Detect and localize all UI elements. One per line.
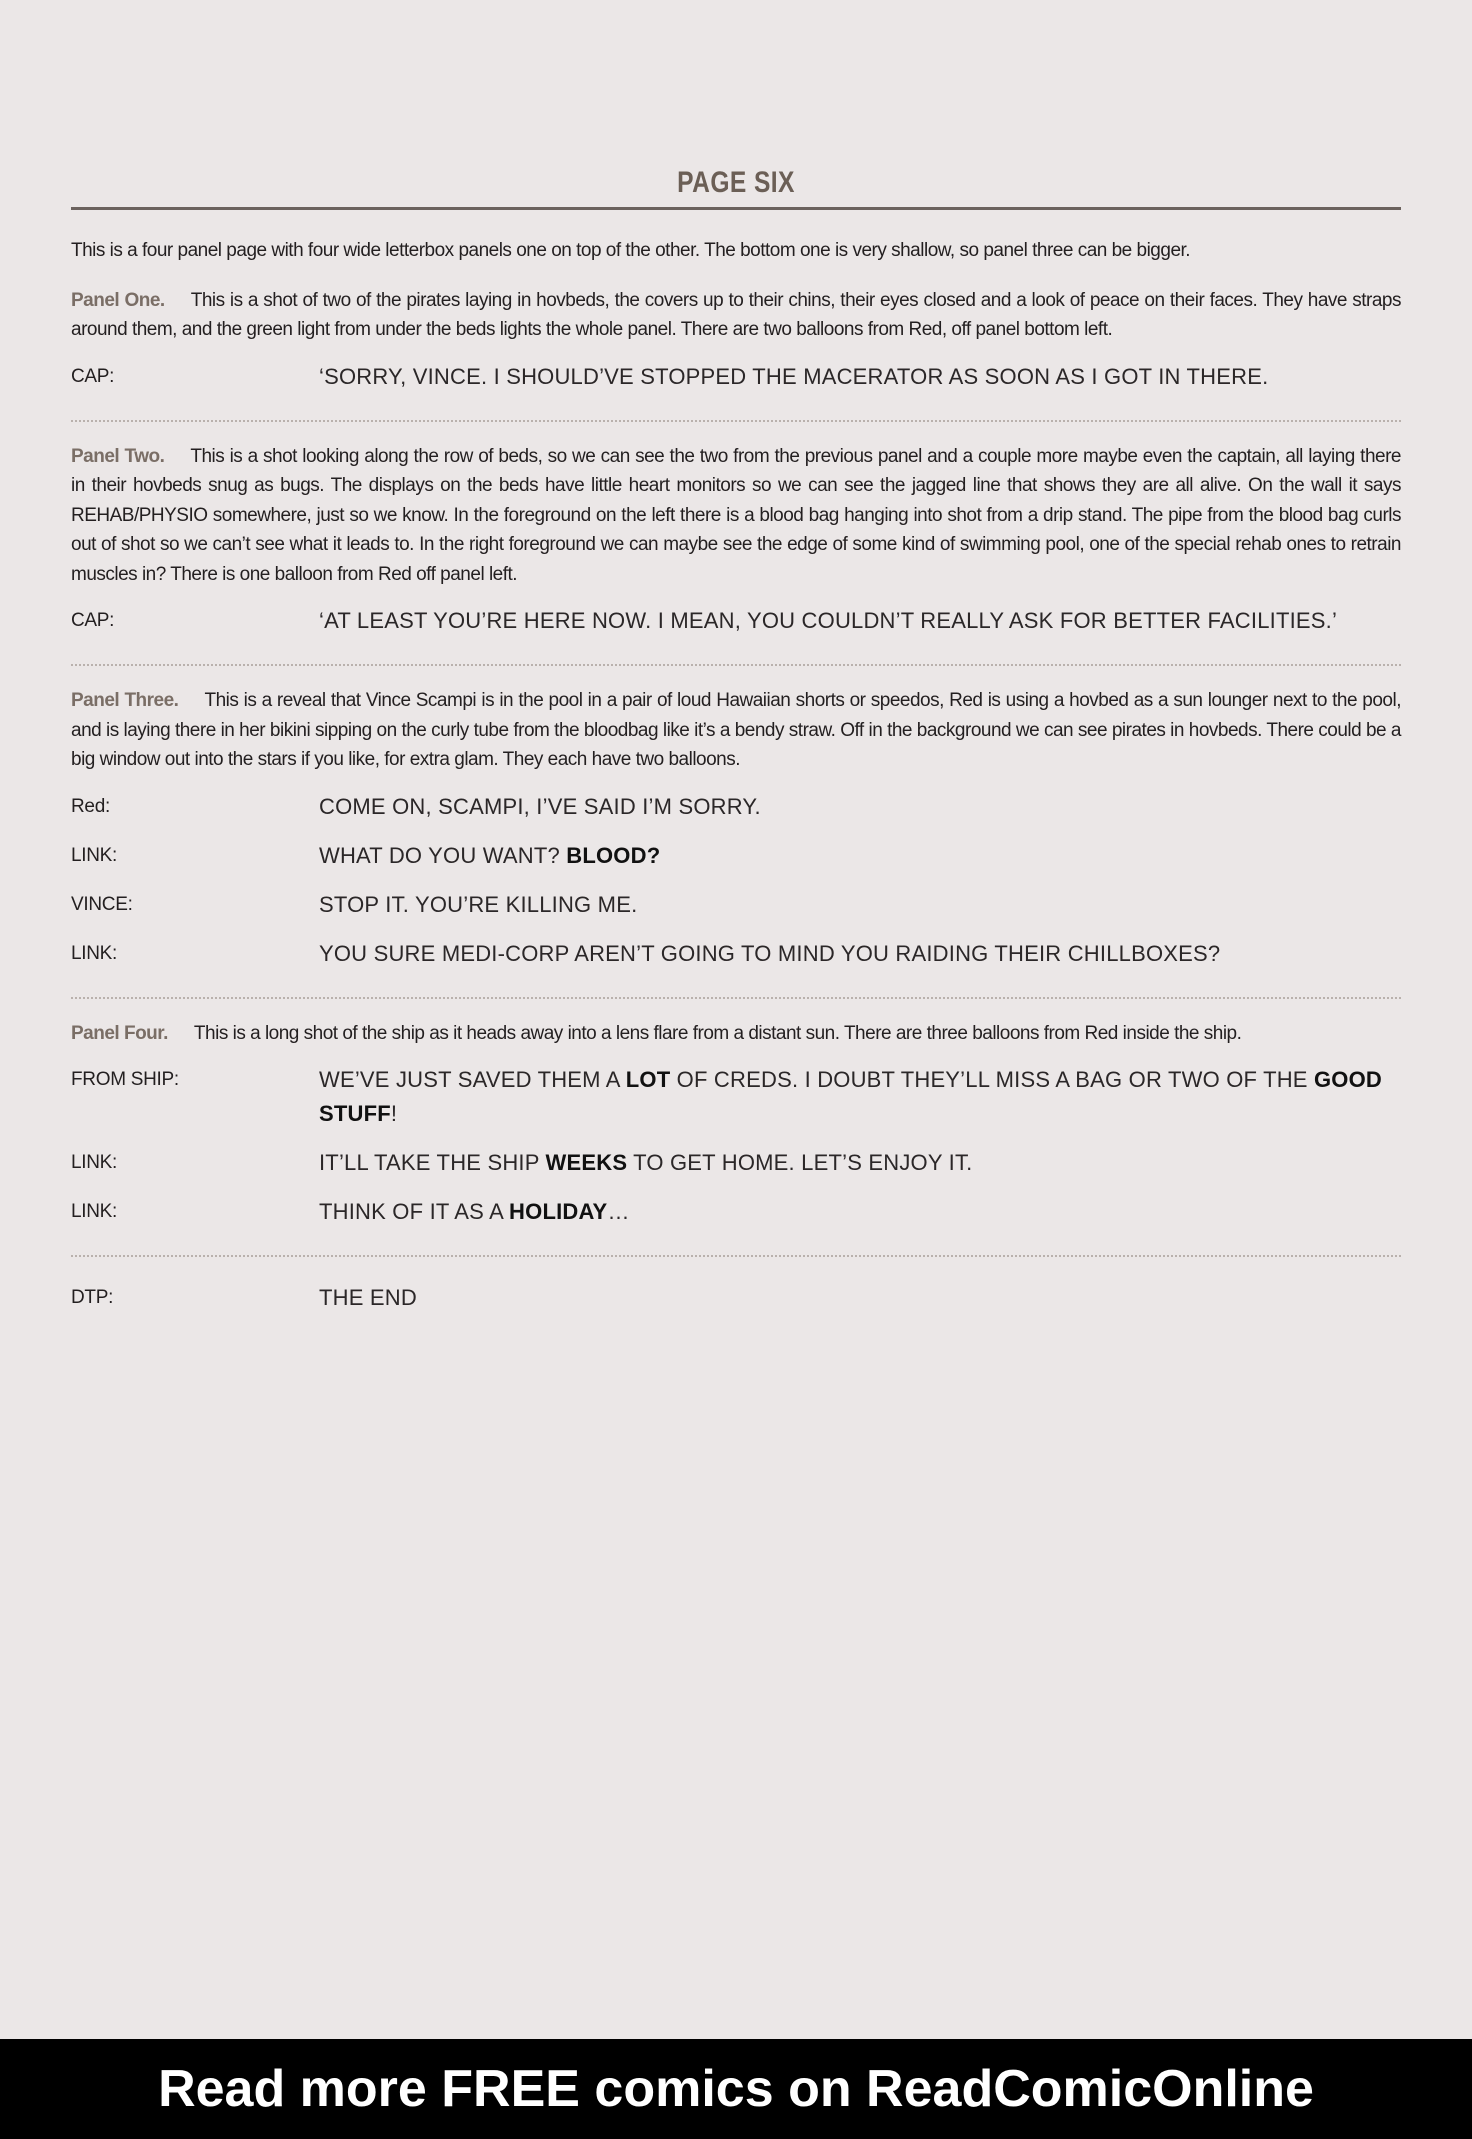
panel-label: Panel One. bbox=[71, 289, 165, 311]
emphasis-text: HOLIDAY bbox=[509, 1199, 608, 1224]
panel-label: Panel Three. bbox=[71, 690, 179, 711]
dialogue-segment: … bbox=[607, 1199, 630, 1224]
dialogue-segment: ‘AT LEAST YOU’RE HERE NOW. I MEAN, YOU COULDN’T REALLY ASK FOR BETTER FACILITIES.’ bbox=[319, 608, 1338, 633]
dialogue-segment: WE’VE JUST SAVED THEM A bbox=[319, 1067, 626, 1092]
speaker-label: DTP: bbox=[71, 1287, 114, 1308]
dialogue-line bbox=[71, 360, 1401, 394]
dialogue-text bbox=[319, 360, 1401, 394]
speaker-label: LINK: bbox=[71, 844, 118, 866]
dialogue-segment: IT’LL TAKE THE SHIP bbox=[319, 1150, 546, 1175]
page-title: PAGE SIX bbox=[677, 166, 795, 199]
emphasis-text: WEEKS bbox=[545, 1150, 628, 1175]
dialogue-text bbox=[319, 604, 1401, 638]
dialogue-segment: ‘SORRY, VINCE. I SHOULD’VE STOPPED THE MACERATOR AS SOON AS I GOT IN THERE. bbox=[319, 363, 1269, 389]
panel-description bbox=[71, 442, 1401, 590]
speaker-label: CAP: bbox=[71, 365, 115, 387]
dialogue-line bbox=[71, 888, 1401, 922]
dialogue-segment: COME ON, SCAMPI, I’VE SAID I’M SORRY. bbox=[319, 793, 761, 819]
panel-description-text: This is a shot looking along the row of beds, so we can see the two from the previous panel and a couple more maybe even the captain, all laying there in their hovbeds snug as bugs. The displays on the beds have little heart monitors so we can see the jagged line that shows they are all alive. On the wall it says REHAB/PHYSIO somewhere, just so we know. In the foreground on the left there is a blood bag hanging into shot from a drip stand. The pipe from the blood bag curls out of shot so we can’t see what it leads to. In the right foreground we can maybe see the edge of some kind of swimming pool, one of the special rehab ones to retrain muscles in? There is one balloon from Red off panel left. bbox=[71, 445, 1401, 585]
dialogue-line bbox=[71, 1195, 1401, 1229]
intro-paragraph: This is a four panel page with four wide letterbox panels one on top of the other. The bottom one is very shallow, so panel three can be bigger. bbox=[71, 240, 1191, 261]
ending-line bbox=[71, 1281, 1401, 1315]
dialogue-segment: STOP IT. YOU’RE KILLING ME. bbox=[319, 891, 638, 917]
speaker-label: Red: bbox=[71, 795, 110, 817]
dialogue-segment: WHAT DO YOU WANT? bbox=[319, 842, 567, 868]
dialogue-text bbox=[319, 1195, 1401, 1229]
emphasis-text: BLOOD? bbox=[566, 842, 661, 868]
dialogue-text bbox=[319, 1063, 1401, 1131]
dialogue-line bbox=[71, 1063, 1401, 1131]
dialogue-line bbox=[71, 937, 1401, 971]
panel-label: Panel Four. bbox=[71, 1022, 168, 1044]
dialogue-text bbox=[319, 790, 1401, 824]
dotted-divider bbox=[71, 420, 1401, 422]
panel-description-text: This is a long shot of the ship as it heads away into a lens flare from a distant sun. There are three balloons from Red inside the ship. bbox=[193, 1022, 1242, 1044]
panel-description bbox=[71, 1019, 1401, 1049]
panel-label: Panel Two. bbox=[71, 445, 165, 467]
dialogue-line bbox=[71, 790, 1401, 824]
speaker-label: LINK: bbox=[71, 1152, 118, 1173]
dialogue-text bbox=[319, 839, 1401, 873]
panel-block bbox=[71, 286, 1401, 394]
promo-banner[interactable]: Read more FREE comics on ReadComicOnline bbox=[0, 2039, 1472, 2139]
panel-block bbox=[71, 686, 1401, 971]
speaker-label: VINCE: bbox=[71, 893, 133, 915]
dialogue-segment: TO GET HOME. LET’S ENJOY IT. bbox=[627, 1150, 973, 1175]
emphasis-text: LOT bbox=[625, 1067, 671, 1092]
dialogue-line bbox=[71, 604, 1401, 638]
panel-block bbox=[71, 442, 1401, 639]
speaker-label: LINK: bbox=[71, 942, 118, 964]
panel-block bbox=[71, 1019, 1401, 1230]
panels-container bbox=[71, 286, 1401, 1258]
dialogue-line bbox=[71, 1146, 1401, 1180]
dialogue-text bbox=[319, 1281, 1401, 1315]
speaker-label: CAP: bbox=[71, 610, 115, 631]
panel-description bbox=[71, 286, 1401, 345]
speaker-label: LINK: bbox=[71, 1201, 118, 1222]
dotted-divider bbox=[71, 1255, 1401, 1257]
panel-description-text: This is a reveal that Vince Scampi is in the pool in a pair of loud Hawaiian shorts or speedos, Red is using a hovbed as a sun lounger next to the pool, and is laying there in her bikini sipping on the curly tube from the bloodbag like it’s a bendy straw. Off in the background we can see pirates in hovbeds. There could be a big window out into the stars if you like, for extra glam. They each have two balloons. bbox=[71, 690, 1401, 770]
dialogue-text bbox=[319, 937, 1401, 971]
dotted-divider bbox=[71, 997, 1401, 999]
panel-description bbox=[71, 686, 1401, 775]
dialogue-text bbox=[319, 1146, 1401, 1180]
dialogue-segment: THE END bbox=[319, 1285, 417, 1310]
dialogue-segment: YOU SURE MEDI-CORP AREN’T GOING TO MIND YOU RAIDING THEIR CHILLBOXES? bbox=[319, 940, 1221, 966]
script-page bbox=[71, 0, 1401, 1315]
dotted-divider bbox=[71, 664, 1401, 666]
title-rule bbox=[71, 207, 1401, 210]
dialogue-segment: OF CREDS. I DOUBT THEY’LL MISS A BAG OR TWO OF THE bbox=[670, 1067, 1314, 1092]
dialogue-segment: ! bbox=[390, 1101, 398, 1126]
panel-description-text: This is a shot of two of the pirates laying in hovbeds, the covers up to their chins, their eyes closed and a look of peace on their faces. They have straps around them, and the green light from under the beds lights the whole panel. There are two balloons from Red, off panel bottom left. bbox=[71, 289, 1401, 340]
speaker-label: FROM SHIP: bbox=[71, 1069, 179, 1090]
dialogue-text bbox=[319, 888, 1401, 922]
emphasis-text: GOOD STUFF bbox=[319, 1067, 1383, 1126]
dialogue-line bbox=[71, 839, 1401, 873]
dialogue-segment: THINK OF IT AS A bbox=[319, 1199, 510, 1224]
